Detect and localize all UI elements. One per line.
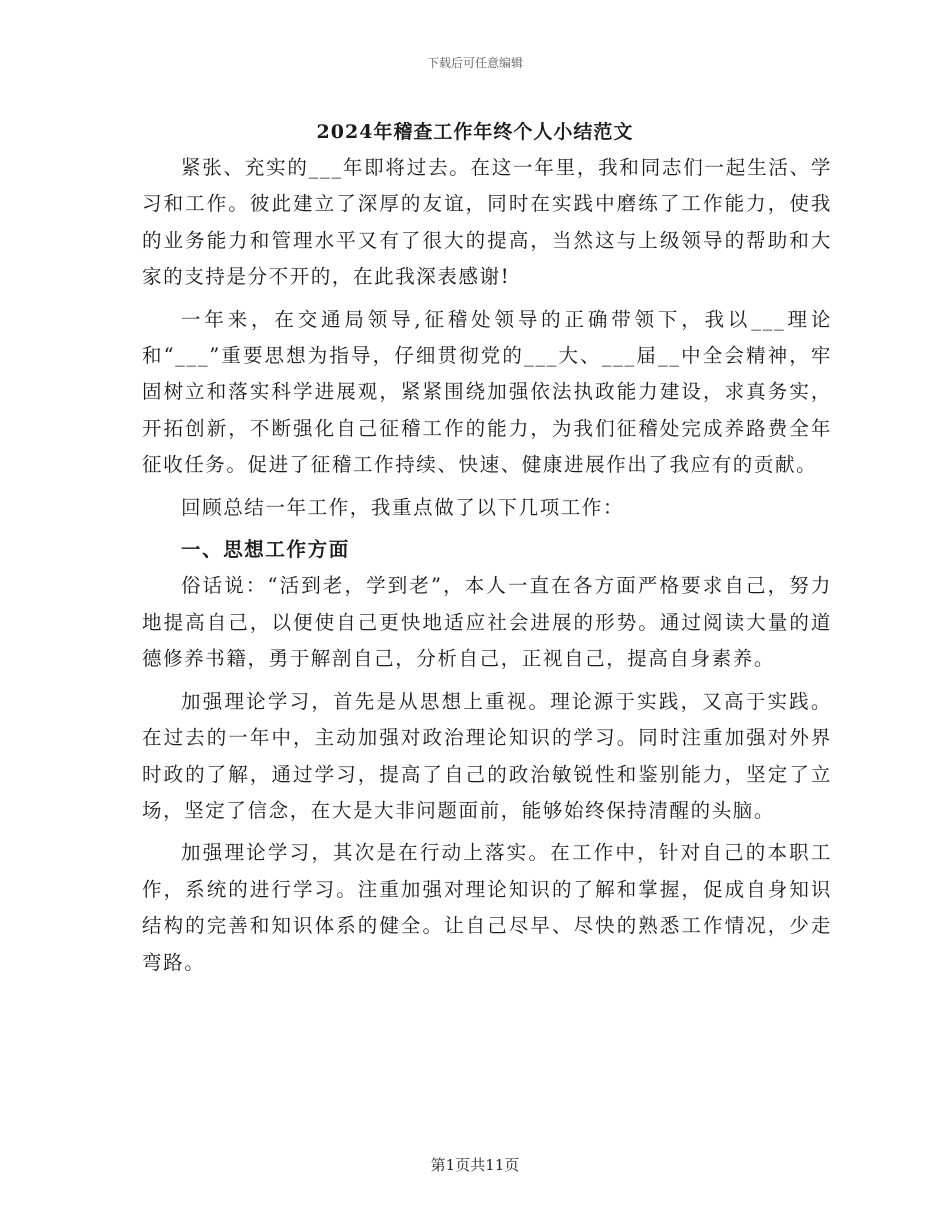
section-heading-thought-work: 一、思想工作方面: [181, 538, 350, 562]
header-note: 下载后可任意编辑: [426, 56, 523, 70]
paragraph-review: 回顾总结一年工作，我重点做了以下几项工作：: [181, 495, 625, 519]
paragraph-lifelong-learning: 俗话说：“活到老，学到老”，本人一直在各方面严格要求自己，努力地提高自己，以便使自己更快地适应社会进展的形势。通过阅读大量的道德修养书籍，勇于解剖自己，分析自己，正视自己，提高自身素养。: [142, 574, 832, 671]
page-indicator: 第1页共11页: [430, 1156, 520, 1174]
paragraph-theory-study-1: 加强理论学习，首先是从思想上重视。理论源于实践，又高于实践。在过去的一年中，主动加强对政治理论知识的学习。同时注重加强对外界时政的了解，通过学习，提高了自己的政治敏锐性和鉴别能力，坚定了立场，坚定了信念，在大是大非问题面前，能够始终保持清醒的头脑。: [142, 689, 832, 822]
document-title: 2024年稽查工作年终个人小结范文: [316, 121, 634, 143]
paragraph-theory-study-2: 加强理论学习，其次是在行动上落实。在工作中，针对自己的本职工作，系统的进行学习。注重加强对理论知识的了解和掌握，促成自身知识结构的完善和知识体系的健全。让自己尽早、尽快的熟悉工作情况，少走弯路。: [142, 841, 832, 974]
document-body: [142, 150, 832, 981]
paragraph-overview: 一年来，在交通局领导,征稽处领导的正确带领下，我以___理论和“___”重要思想为指导，仔细贯彻党的___大、___届__中全会精神，牢固树立和落实科学进展观，紧紧围绕加强依法执政能力建设，求真务实，开拓创新，不断强化自己征稽工作的能力，为我们征稽处完成养路费全年征收任务。促进了征稽工作持续、快速、健康进展作出了我应有的贡献。: [142, 307, 832, 477]
paragraph-intro: 紧张、充实的___年即将过去。在这一年里，我和同志们一起生活、学习和工作。彼此建立了深厚的友谊，同时在实践中磨练了工作能力，使我的业务能力和管理水平又有了很大的提高，当然这与上级领导的帮助和大家的支持是分不开的，在此我深表感谢!: [142, 156, 832, 289]
